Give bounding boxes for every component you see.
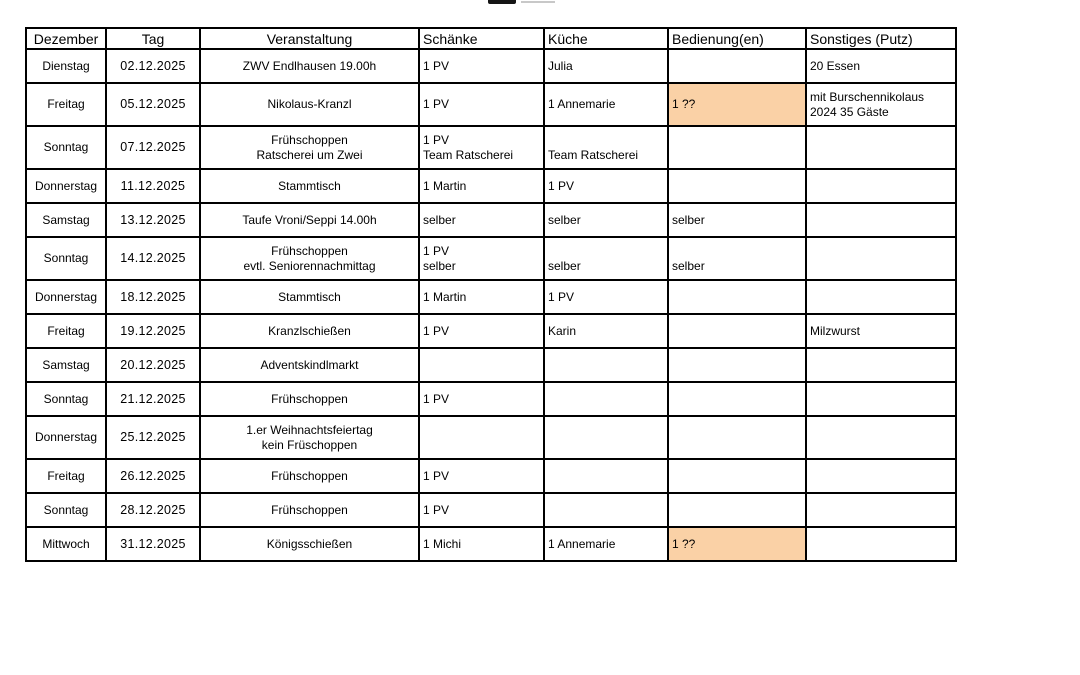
cell-bedienung — [668, 493, 806, 527]
schedule-table — [25, 27, 957, 562]
cell-event: Stammtisch — [200, 280, 419, 314]
cell-event: Königsschießen — [200, 527, 419, 561]
cell-bedienung: selber — [668, 237, 806, 280]
cell-kueche: 1 PV — [544, 280, 668, 314]
header-dezember: Dezember — [26, 28, 106, 49]
cell-schaenke: 1 Martin — [419, 169, 544, 203]
cell-schaenke: 1 PV — [419, 314, 544, 348]
cell-schaenke: selber — [419, 203, 544, 237]
cell-schaenke: 1 PV — [419, 83, 544, 126]
cell-bedienung — [668, 416, 806, 459]
table-row — [26, 49, 956, 83]
cell-day: Sonntag — [26, 237, 106, 280]
cell-schaenke: 1 Michi — [419, 527, 544, 561]
cell-date: 07.12.2025 — [106, 126, 200, 169]
cell-event: Nikolaus-Kranzl — [200, 83, 419, 126]
table-row — [26, 416, 956, 459]
cell-sonstiges — [806, 203, 956, 237]
cell-sonstiges — [806, 169, 956, 203]
cell-event: Frühschoppen — [200, 493, 419, 527]
table-row — [26, 83, 956, 126]
cell-date: 05.12.2025 — [106, 83, 200, 126]
header-veranstaltung: Veranstaltung — [200, 28, 419, 49]
cell-schaenke: 1 PV — [419, 382, 544, 416]
table-row — [26, 237, 956, 280]
cell-date: 13.12.2025 — [106, 203, 200, 237]
cell-event: Frühschoppen Ratscherei um Zwei — [200, 126, 419, 169]
cell-day: Donnerstag — [26, 169, 106, 203]
cell-kueche: selber — [544, 237, 668, 280]
cell-date: 19.12.2025 — [106, 314, 200, 348]
cell-date: 28.12.2025 — [106, 493, 200, 527]
cell-schaenke: 1 Martin — [419, 280, 544, 314]
cell-kueche — [544, 348, 668, 382]
cell-sonstiges — [806, 459, 956, 493]
cell-sonstiges — [806, 348, 956, 382]
table-row — [26, 382, 956, 416]
cell-kueche: Karin — [544, 314, 668, 348]
table-row — [26, 126, 956, 169]
header-row — [26, 28, 956, 49]
cell-event: Frühschoppen — [200, 459, 419, 493]
table-row — [26, 493, 956, 527]
cell-sonstiges — [806, 527, 956, 561]
cell-bedienung — [668, 280, 806, 314]
cell-schaenke: 1 PV selber — [419, 237, 544, 280]
table-row — [26, 169, 956, 203]
cell-bedienung: selber — [668, 203, 806, 237]
cell-sonstiges — [806, 416, 956, 459]
cell-kueche — [544, 459, 668, 493]
cell-day: Freitag — [26, 459, 106, 493]
cell-bedienung-highlighted: 1 ?? — [668, 83, 806, 126]
cell-sonstiges — [806, 237, 956, 280]
cell-event: Stammtisch — [200, 169, 419, 203]
clipped-title-fragment — [488, 0, 516, 4]
cell-event: ZWV Endlhausen 19.00h — [200, 49, 419, 83]
cell-day: Samstag — [26, 348, 106, 382]
cell-kueche: 1 Annemarie — [544, 527, 668, 561]
cell-schaenke: 1 PV — [419, 493, 544, 527]
cell-kueche: Julia — [544, 49, 668, 83]
cell-event: 1.er Weihnachtsfeiertag kein Früschoppen — [200, 416, 419, 459]
cell-day: Freitag — [26, 314, 106, 348]
cell-day: Mittwoch — [26, 527, 106, 561]
table-row — [26, 280, 956, 314]
cell-schaenke: 1 PV Team Ratscherei — [419, 126, 544, 169]
cell-bedienung-highlighted: 1 ?? — [668, 527, 806, 561]
cell-event: Frühschoppen — [200, 382, 419, 416]
cell-date: 31.12.2025 — [106, 527, 200, 561]
cell-kueche — [544, 382, 668, 416]
cell-bedienung — [668, 126, 806, 169]
cell-schaenke — [419, 348, 544, 382]
cell-day: Sonntag — [26, 382, 106, 416]
cell-day: Dienstag — [26, 49, 106, 83]
cell-kueche: 1 PV — [544, 169, 668, 203]
cell-bedienung — [668, 459, 806, 493]
cell-date: 02.12.2025 — [106, 49, 200, 83]
cell-date: 21.12.2025 — [106, 382, 200, 416]
cell-day: Samstag — [26, 203, 106, 237]
table-row — [26, 527, 956, 561]
cell-sonstiges — [806, 126, 956, 169]
cell-date: 11.12.2025 — [106, 169, 200, 203]
cell-bedienung — [668, 169, 806, 203]
table-row — [26, 314, 956, 348]
cell-date: 20.12.2025 — [106, 348, 200, 382]
cell-date: 14.12.2025 — [106, 237, 200, 280]
cell-sonstiges — [806, 382, 956, 416]
cell-sonstiges: 20 Essen — [806, 49, 956, 83]
clipped-title-fragment-ghost — [521, 1, 555, 3]
cell-kueche: Team Ratscherei — [544, 126, 668, 169]
cell-sonstiges — [806, 280, 956, 314]
cell-sonstiges — [806, 493, 956, 527]
header-kueche: Küche — [544, 28, 668, 49]
header-sonstiges: Sonstiges (Putz) — [806, 28, 956, 49]
cell-event: Kranzlschießen — [200, 314, 419, 348]
header-tag: Tag — [106, 28, 200, 49]
cell-bedienung — [668, 49, 806, 83]
cell-event: Taufe Vroni/Seppi 14.00h — [200, 203, 419, 237]
cell-sonstiges: Milzwurst — [806, 314, 956, 348]
cell-date: 25.12.2025 — [106, 416, 200, 459]
cell-day: Donnerstag — [26, 416, 106, 459]
table-row — [26, 348, 956, 382]
cell-sonstiges: mit Burschennikolaus 2024 35 Gäste — [806, 83, 956, 126]
table-row — [26, 203, 956, 237]
schedule-table-body — [26, 49, 956, 561]
header-bedienung: Bedienung(en) — [668, 28, 806, 49]
cell-kueche — [544, 493, 668, 527]
cell-day: Donnerstag — [26, 280, 106, 314]
cell-event: Adventskindlmarkt — [200, 348, 419, 382]
cell-day: Freitag — [26, 83, 106, 126]
cell-schaenke: 1 PV — [419, 49, 544, 83]
cell-event: Frühschoppen evtl. Seniorennachmittag — [200, 237, 419, 280]
table-row — [26, 459, 956, 493]
cell-day: Sonntag — [26, 493, 106, 527]
cell-schaenke — [419, 416, 544, 459]
cell-date: 26.12.2025 — [106, 459, 200, 493]
cell-bedienung — [668, 348, 806, 382]
cell-bedienung — [668, 382, 806, 416]
cell-date: 18.12.2025 — [106, 280, 200, 314]
cell-day: Sonntag — [26, 126, 106, 169]
header-schaenke: Schänke — [419, 28, 544, 49]
cell-kueche: 1 Annemarie — [544, 83, 668, 126]
cell-kueche — [544, 416, 668, 459]
cell-schaenke: 1 PV — [419, 459, 544, 493]
cell-kueche: selber — [544, 203, 668, 237]
cell-bedienung — [668, 314, 806, 348]
